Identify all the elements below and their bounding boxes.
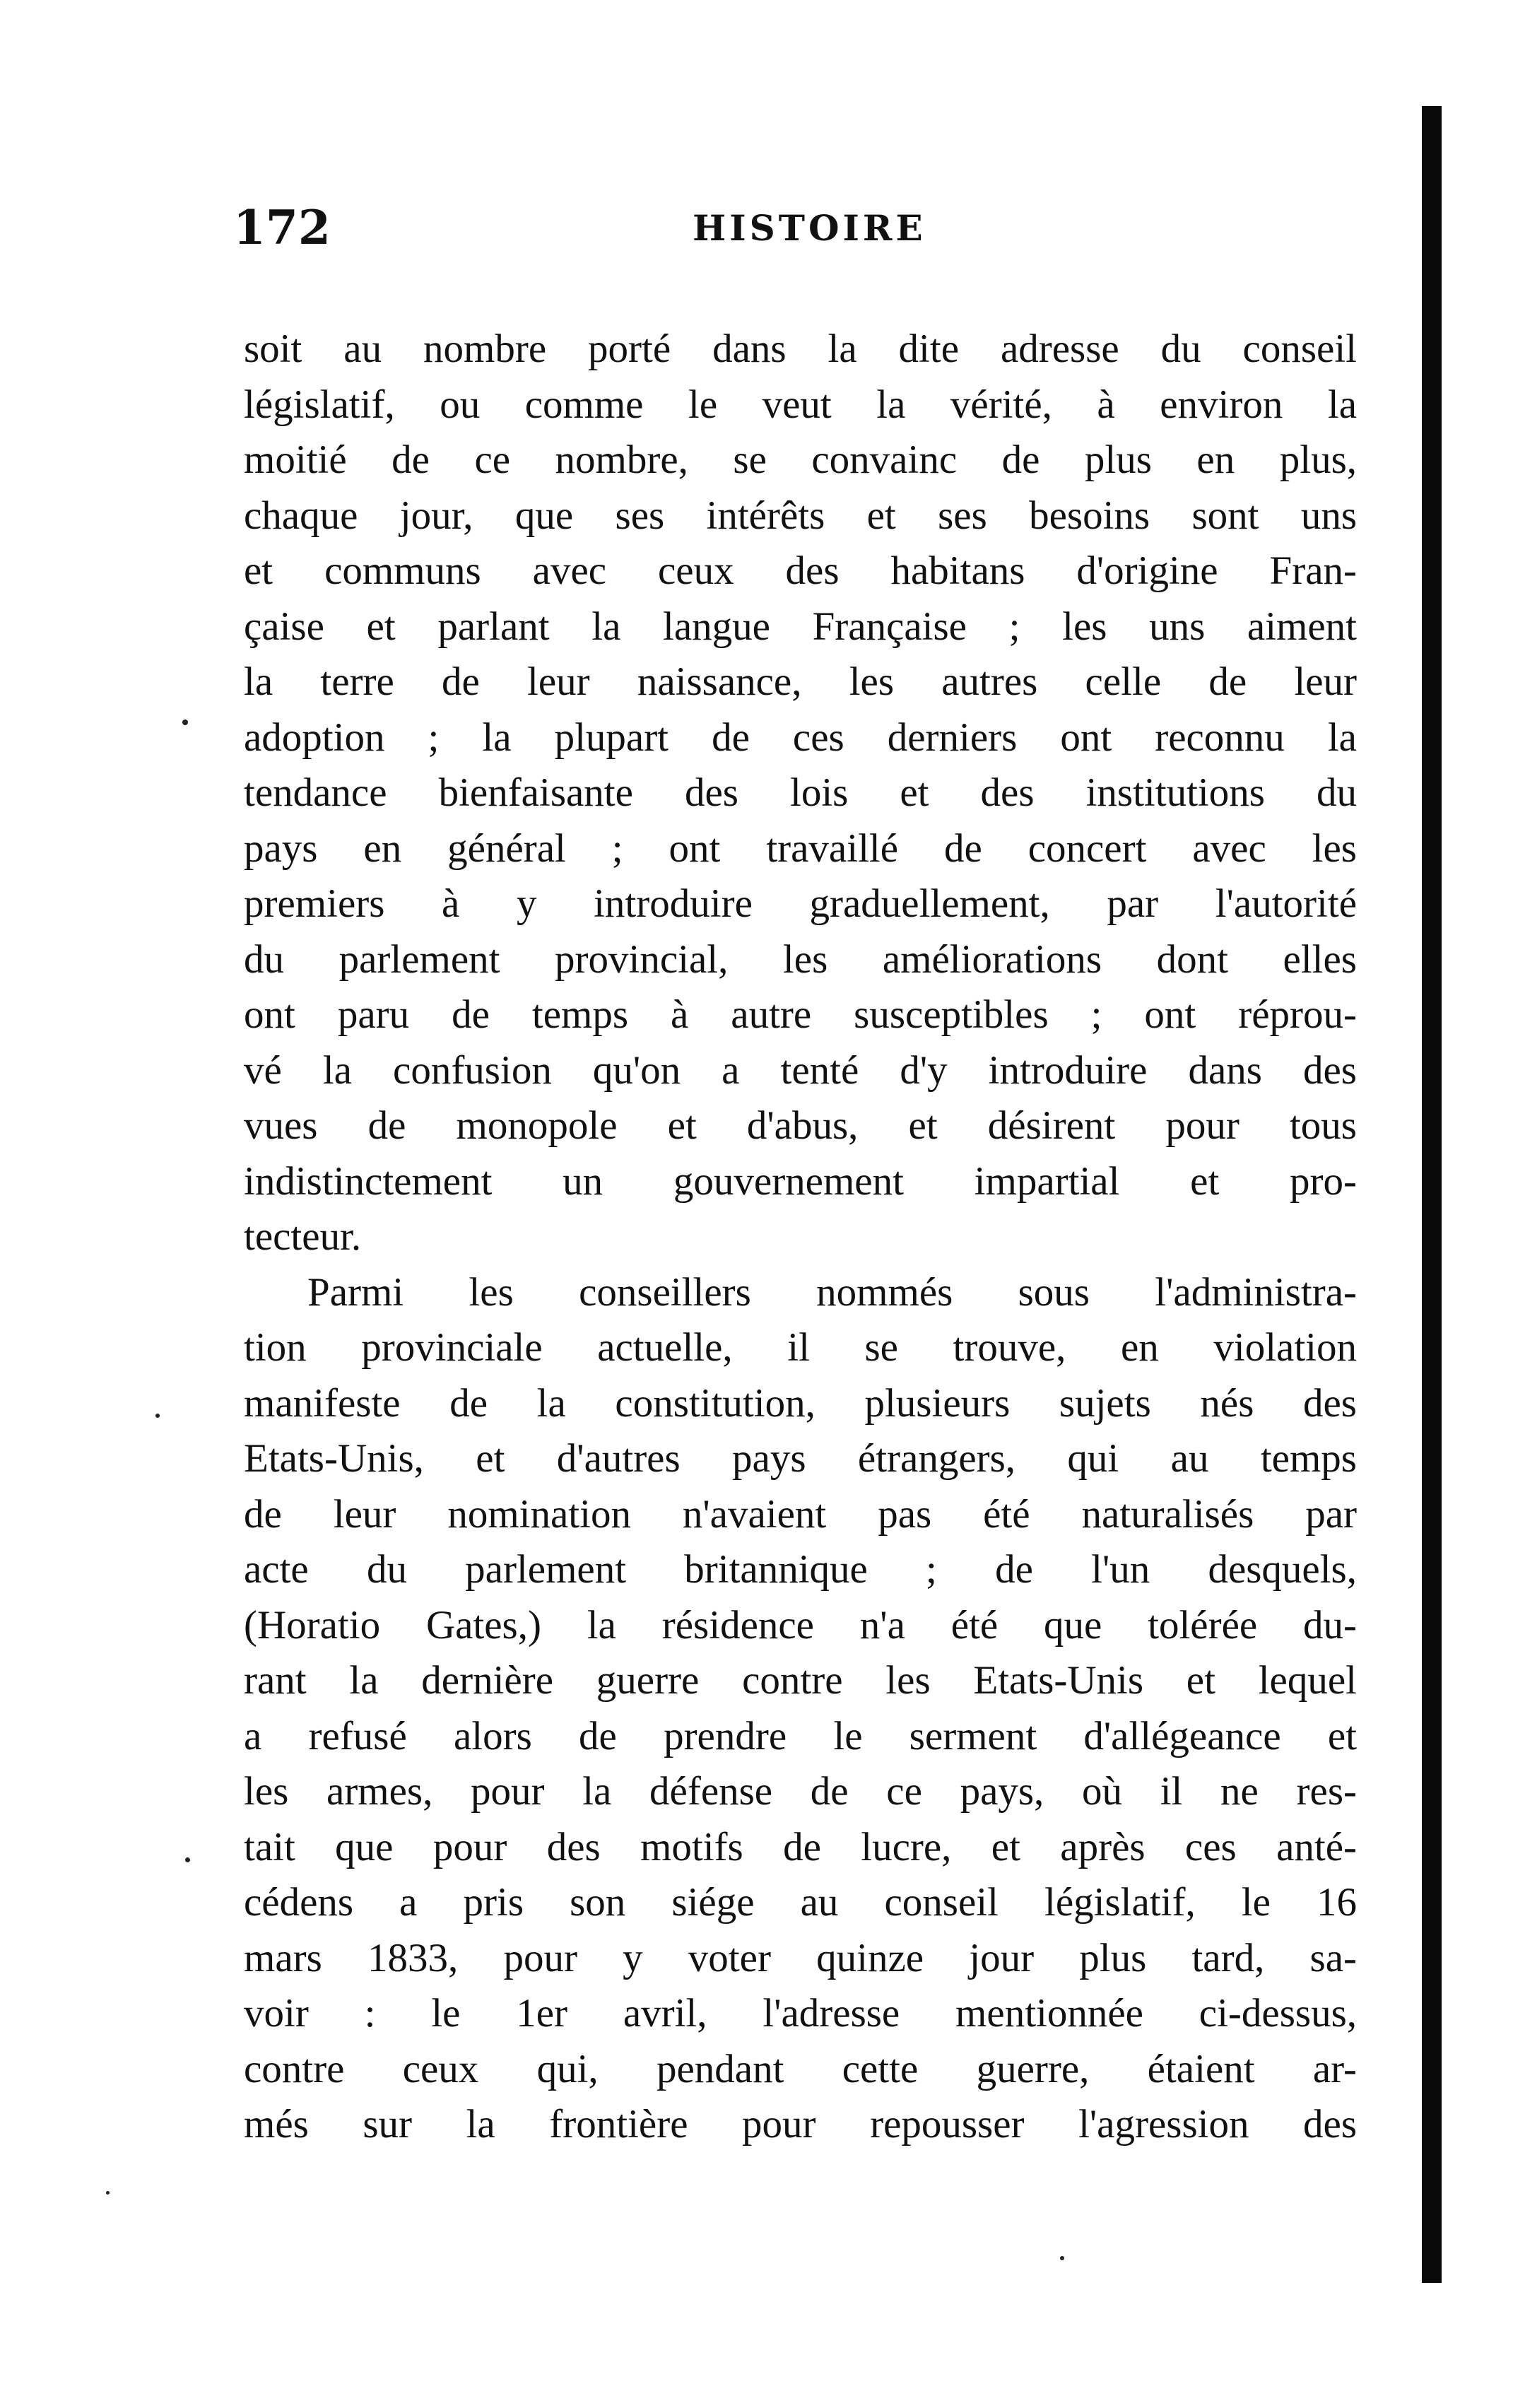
scan-speck xyxy=(185,1857,190,1862)
body-text xyxy=(244,322,1357,2153)
text-line: voir : le 1er avril, l'adresse mentionnée ci-dessus, xyxy=(244,1991,1357,2036)
text-line: premiers à y introduire graduellement, par l'autorité xyxy=(244,881,1357,926)
text-line: Etats-Unis, et d'autres pays étrangers, qui au temps xyxy=(244,1436,1357,1481)
text-line: (Horatio Gates,) la résidence n'a été que tolérée du- xyxy=(244,1602,1357,1648)
text-line: les armes, pour la défense de ce pays, où il ne res- xyxy=(244,1769,1357,1814)
text-line: çaise et parlant la langue Française ; les uns aiment xyxy=(244,604,1357,649)
text-line: ont paru de temps à autre susceptibles ; ont réprou- xyxy=(244,992,1357,1037)
text-line: soit au nombre porté dans la dite adresse du conseil xyxy=(244,327,1357,371)
scan-speck xyxy=(1060,2256,1064,2260)
text-line: tion provinciale actuelle, il se trouve, en violation xyxy=(244,1325,1357,1370)
text-line: de leur nomination n'avaient pas été naturalisés par xyxy=(244,1491,1357,1537)
page-number: 172 xyxy=(233,200,331,255)
text-line: més sur la frontière pour repousser l'agression des xyxy=(244,2102,1357,2146)
text-line: indistinctement un gouvernement impartial et pro- xyxy=(244,1158,1357,1204)
text-line: moitié de ce nombre, se convainc de plus en plus, xyxy=(244,437,1357,482)
text-line: tecteur. xyxy=(244,1214,362,1259)
text-line: adoption ; la plupart de ces derniers ont reconnu la xyxy=(244,715,1357,760)
text-line: manifeste de la constitution, plusieurs sujets nés des xyxy=(244,1380,1357,1426)
text-line: et communs avec ceux des habitans d'origine Fran- xyxy=(244,548,1357,593)
text-line: a refusé alors de prendre le serment d'allégeance et xyxy=(244,1713,1357,1758)
text-line: tait que pour des motifs de lucre, et après ces anté- xyxy=(244,1824,1357,1869)
text-line: pays en général ; ont travaillé de concert avec les xyxy=(244,826,1357,871)
page-header xyxy=(233,199,1392,256)
text-line: vues de monopole et d'abus, et désirent pour tous xyxy=(244,1103,1357,1148)
text-line: tendance bienfaisante des lois et des institutions du xyxy=(244,770,1357,815)
scan-speck xyxy=(155,1414,160,1418)
text-line: du parlement provincial, les améliorations dont elles xyxy=(244,936,1357,982)
text-line: vé la confusion qu'on a tenté d'y introduire dans des xyxy=(244,1047,1357,1093)
text-line: rant la dernière guerre contre les Etats-Unis et lequel xyxy=(244,1658,1357,1703)
scan-speck xyxy=(182,720,188,725)
text-line: la terre de leur naissance, les autres celle de leur xyxy=(244,659,1357,704)
text-line: législatif, ou comme le veut la vérité, à environ la xyxy=(244,382,1357,427)
text-line: contre ceux qui, pendant cette guerre, étaient ar- xyxy=(244,2046,1357,2091)
running-head: HISTOIRE xyxy=(693,207,926,249)
scan-speck xyxy=(106,2191,110,2195)
text-line: Parmi les conseillers nommés sous l'administra- xyxy=(307,1269,1357,1315)
text-line: acte du parlement britannique ; de l'un desquels, xyxy=(244,1547,1357,1592)
text-line: chaque jour, que ses intérêts et ses besoins sont uns xyxy=(244,493,1357,538)
page-edge-shadow xyxy=(1422,106,1442,2283)
text-line: mars 1833, pour y voter quinze jour plus tard, sa- xyxy=(244,1935,1357,1980)
text-line: cédens a pris son siége au conseil législatif, le 16 xyxy=(244,1880,1357,1925)
